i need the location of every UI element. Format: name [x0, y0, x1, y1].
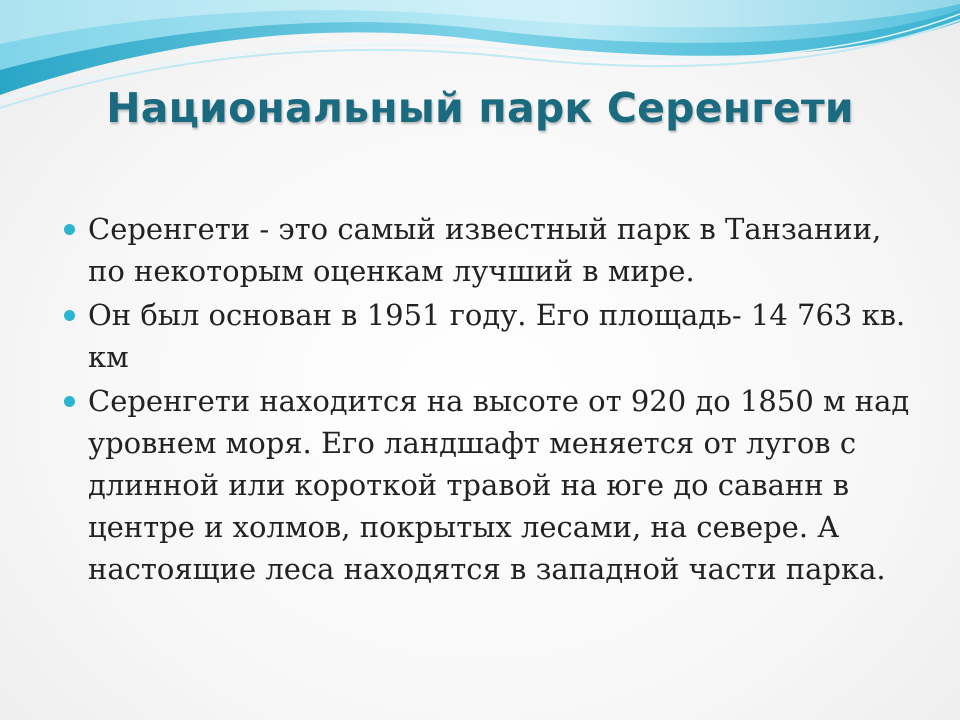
slide-title: Национальный парк Серенгети: [106, 84, 854, 132]
circle-bullet-icon: [64, 310, 75, 321]
bullet-list: [64, 208, 914, 592]
bullet-text: Серенгети - это самый известный парк в Танзании, по некоторым оценкам лучший в мире.: [88, 212, 882, 288]
bullet-item: [64, 208, 914, 292]
circle-bullet-icon: [64, 224, 75, 235]
bullet-item: [64, 294, 914, 378]
circle-bullet-icon: [64, 396, 75, 407]
bullet-text: Серенгети находится на высоте от 920 до 1850 м над уровнем моря. Его ландшафт меняется от лугов с длинной или короткой травой на юге до саванн в центре и холмов, покрытых лесами, на севере. А настоящие леса находятся в западной части парка.: [88, 384, 910, 586]
bullet-item: [64, 380, 914, 590]
bullet-text: Он был основан в 1951 году. Его площадь- 14 763 кв. км: [88, 298, 906, 374]
